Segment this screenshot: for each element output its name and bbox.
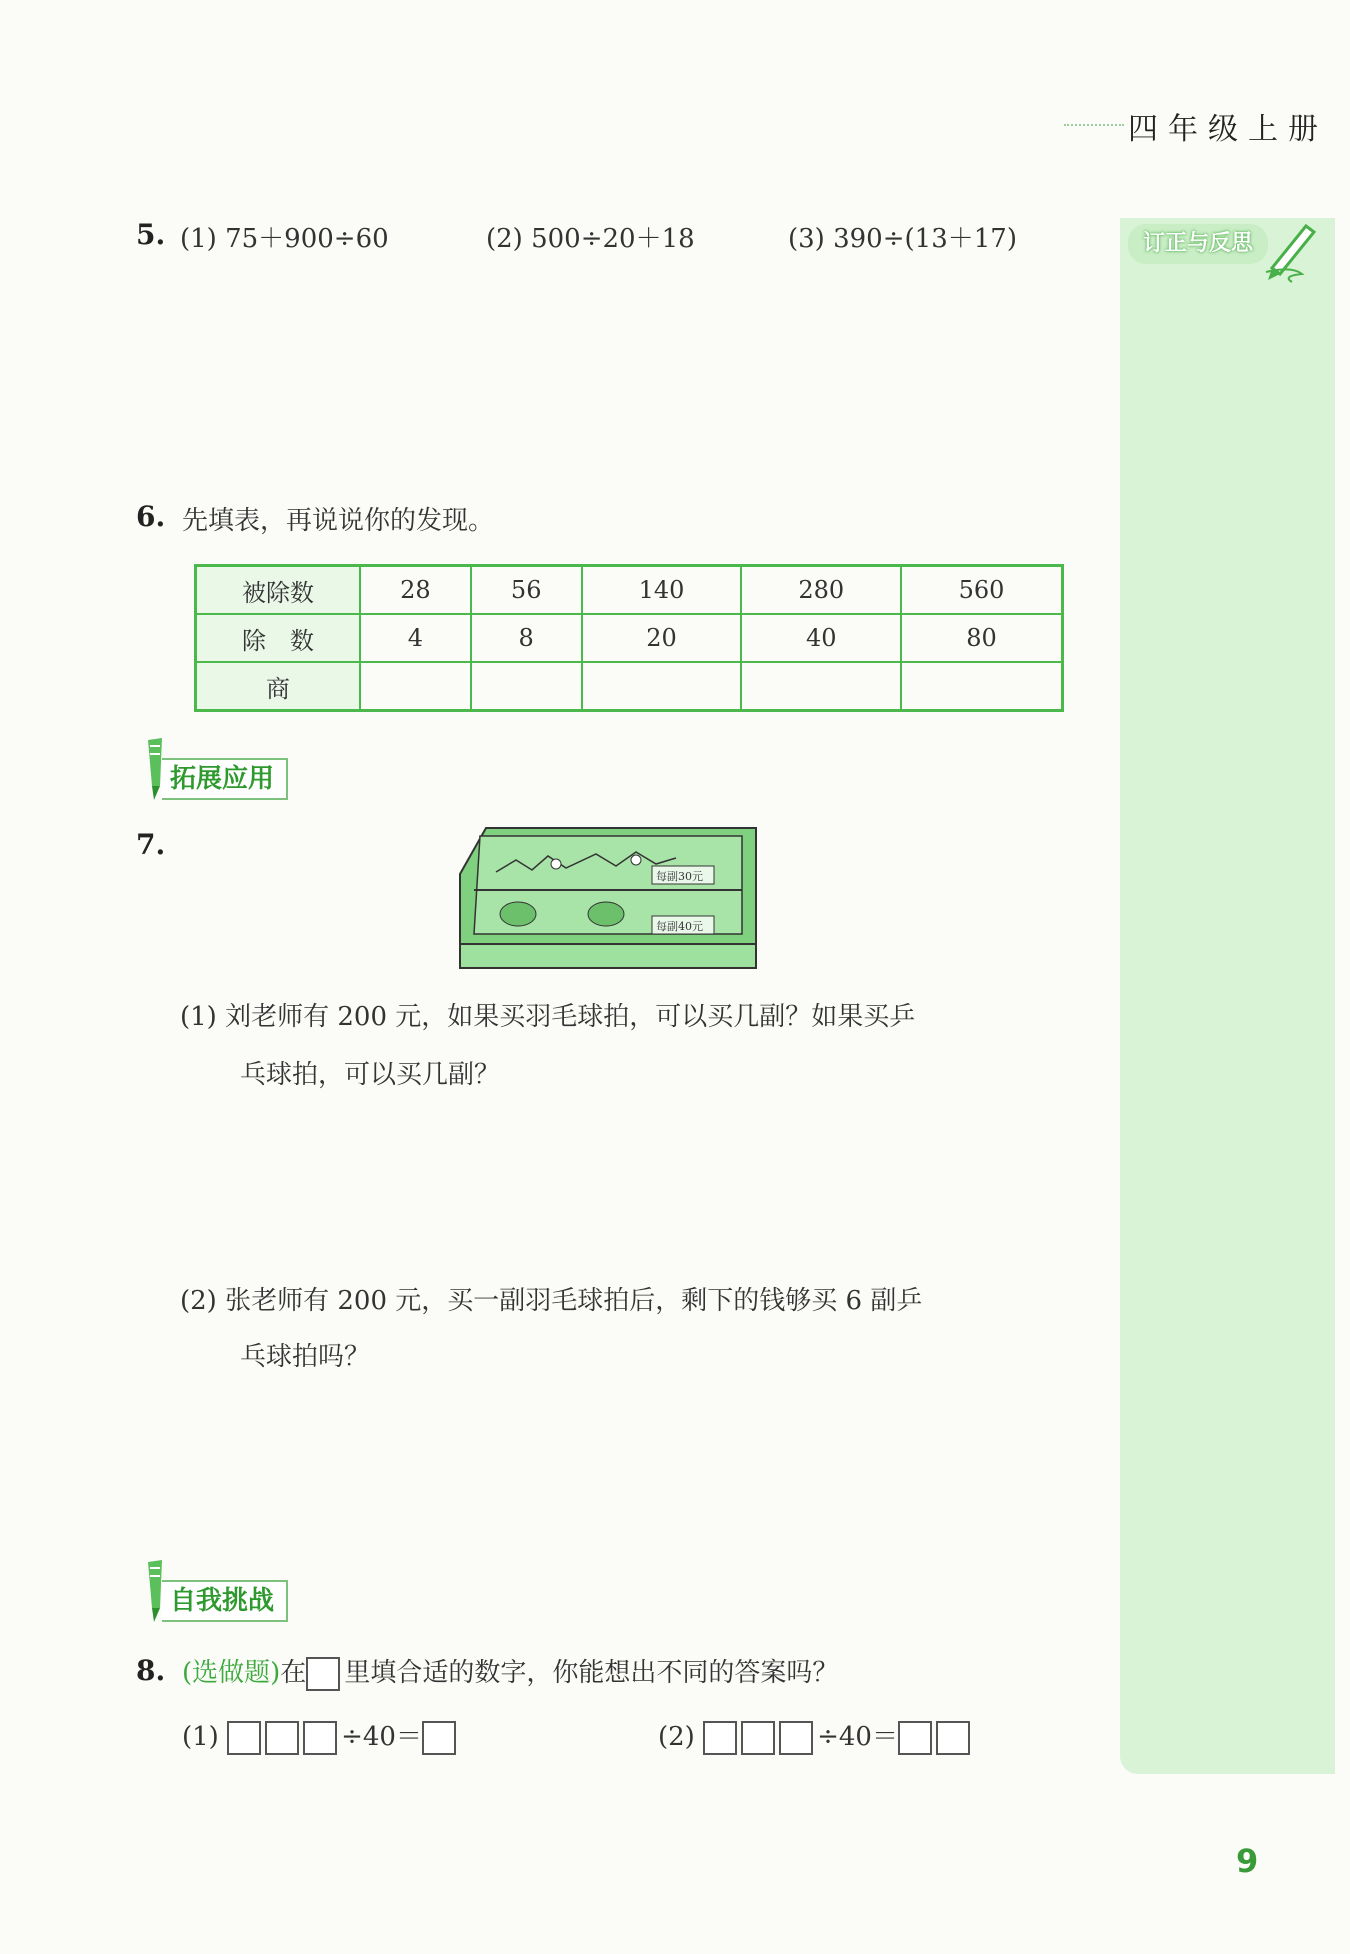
digit-input-box[interactable] xyxy=(422,1721,456,1755)
section-title-extend: 拓展应用 xyxy=(162,758,288,800)
price-tag-bottom: 每副40元 xyxy=(656,920,703,933)
q5-part-2: (2) 500÷20＋18 xyxy=(486,224,695,254)
division-table xyxy=(194,564,1064,712)
row-label-divisor: 除 数 xyxy=(196,614,361,662)
question-8-number: 8. xyxy=(136,1654,166,1687)
q8-prompt-start: 在 xyxy=(280,1658,307,1688)
table-cell: 20 xyxy=(582,614,742,662)
optional-label: (选做题) xyxy=(182,1658,281,1688)
table-row xyxy=(196,566,1063,615)
digit-input-box[interactable] xyxy=(265,1721,299,1755)
digit-input-box[interactable] xyxy=(936,1721,970,1755)
display-case-illustration xyxy=(456,824,760,972)
q7-part-1-line-1: (1) 刘老师有 200 元，如果买羽毛球拍，可以买几副？如果买乒 xyxy=(180,1002,916,1032)
section-title-challenge: 自我挑战 xyxy=(162,1580,288,1622)
quotient-answer-cell[interactable] xyxy=(471,662,582,711)
digit-input-box[interactable] xyxy=(741,1721,775,1755)
question-7-number: 7. xyxy=(136,828,166,861)
quotient-answer-cell[interactable] xyxy=(582,662,742,711)
q8-part-1-label: (1) xyxy=(182,1722,219,1752)
digit-input-box[interactable] xyxy=(779,1721,813,1755)
pencil-icon xyxy=(1262,216,1322,286)
quotient-answer-cell[interactable] xyxy=(360,662,471,711)
blank-box-icon xyxy=(306,1657,340,1691)
q5-part-3: (3) 390÷(13＋17) xyxy=(788,224,1017,254)
correction-reflection-tab: 订正与反思 xyxy=(1128,224,1268,264)
digit-input-box[interactable] xyxy=(227,1721,261,1755)
q8-part-2-expr: ÷40＝ xyxy=(817,1722,898,1752)
digit-input-box[interactable] xyxy=(703,1721,737,1755)
table-cell: 280 xyxy=(741,566,901,615)
q8-prompt-line xyxy=(182,1652,838,1691)
table-cell: 80 xyxy=(901,614,1062,662)
table-cell: 4 xyxy=(360,614,471,662)
price-tag-top: 每副30元 xyxy=(656,870,703,883)
q8-prompt-end: 里填合适的数字，你能想出不同的答案吗？ xyxy=(344,1658,839,1688)
q8-part-2 xyxy=(658,1716,974,1755)
question-5-number: 5. xyxy=(136,218,166,251)
header-dotted-rule xyxy=(1064,124,1124,126)
question-6-number: 6. xyxy=(136,500,166,533)
q5-part-1: (1) 75＋900÷60 xyxy=(180,224,389,254)
q7-part-2-line-2: 乓球拍吗？ xyxy=(240,1342,371,1372)
table-cell: 140 xyxy=(582,566,742,615)
table-cell: 8 xyxy=(471,614,582,662)
q8-part-1 xyxy=(182,1716,460,1755)
quotient-answer-cell[interactable] xyxy=(901,662,1062,711)
table-row xyxy=(196,614,1063,662)
row-label-quotient: 商 xyxy=(196,662,361,711)
table-cell: 40 xyxy=(741,614,901,662)
table-row xyxy=(196,662,1063,711)
table-cell: 28 xyxy=(360,566,471,615)
q6-prompt: 先填表，再说说你的发现。 xyxy=(182,506,495,536)
correction-column xyxy=(1120,218,1335,1774)
row-label-dividend: 被除数 xyxy=(196,566,361,615)
q8-part-1-expr: ÷40＝ xyxy=(341,1722,422,1752)
digit-input-box[interactable] xyxy=(898,1721,932,1755)
q7-part-2-line-1: (2) 张老师有 200 元，买一副羽毛球拍后，剩下的钱够买 6 副乒 xyxy=(180,1286,923,1316)
book-grade-label: 四年级上册 xyxy=(1128,112,1328,147)
q8-part-2-label: (2) xyxy=(658,1722,695,1752)
page-number: 9 xyxy=(1236,1842,1259,1880)
table-cell: 560 xyxy=(901,566,1062,615)
quotient-answer-cell[interactable] xyxy=(741,662,901,711)
digit-input-box[interactable] xyxy=(303,1721,337,1755)
table-cell: 56 xyxy=(471,566,582,615)
q7-part-1-line-2: 乓球拍，可以买几副？ xyxy=(240,1060,501,1090)
